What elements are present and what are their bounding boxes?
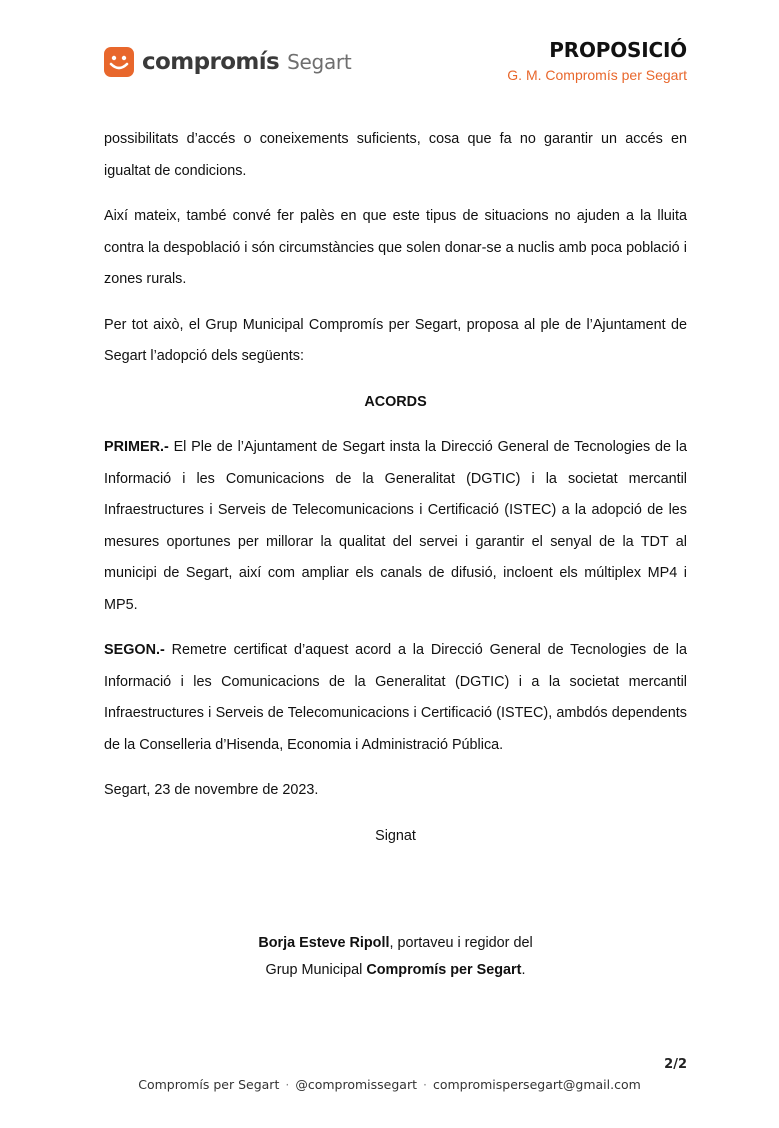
logo-smile-icon bbox=[104, 47, 134, 77]
logo-sub: Segart bbox=[287, 50, 352, 74]
signer-role: , portaveu i regidor del bbox=[389, 935, 533, 951]
signer-name: Borja Esteve Ripoll bbox=[258, 935, 390, 951]
signat-label: Signat bbox=[375, 827, 416, 844]
footer-email[interactable]: compromispersegart@gmail.com bbox=[432, 1077, 641, 1092]
paragraph-3: Per tot això, el Grup Municipal Compromís per Segart, proposa al ple de l’Ajuntament de Segart l’adopció dels següents: bbox=[104, 316, 687, 364]
paragraph-1: possibilitats d’accés o coneixements suficients, cosa que fa no garantir un accés en igualtat de condicions. bbox=[104, 131, 687, 179]
footer-separator: · bbox=[423, 1077, 427, 1092]
segon-label: SEGON.- bbox=[104, 642, 165, 658]
signature-block bbox=[104, 930, 687, 984]
footer bbox=[0, 1077, 779, 1092]
primer-label: PRIMER.- bbox=[104, 439, 169, 455]
paragraph-2: Així mateix, també convé fer palès en que este tipus de situacions no ajuden a la lluita contra la despoblació i són circumstàncies que solen donar-se a nuclis amb poca població i zones rurals. bbox=[104, 208, 687, 287]
group-suffix: . bbox=[521, 962, 526, 978]
page-number: 2/2 bbox=[664, 1057, 687, 1072]
footer-handle[interactable]: @compromissegart bbox=[295, 1077, 417, 1092]
primer-paragraph bbox=[104, 432, 687, 621]
document-body bbox=[104, 124, 687, 866]
primer-text: El Ple de l’Ajuntament de Segart insta la Direcció General de Tecnologies de la Informació i les Comunicacions de la Generalitat (DGTIC) i la societat mercantil Infraestructures i Serveis de Telecomunicacions i Certificació (ISTEC) a la adopció de les mesures oportunes per millorar la qualitat del servei i garantir el senyal de la TDT al municipi de Segart, així com ampliar els canals de difusió, incloent els múltiplex MP4 i MP5. bbox=[104, 439, 687, 613]
logo bbox=[104, 47, 351, 77]
segon-text: Remetre certificat d’aquest acord a la Direcció General de Tecnologies de la Informació i les Comunicacions de la Generalitat (DGTIC) i a la societat mercantil Infraestructures i Serveis de Telecomunicacions i Certificació (ISTEC), ambdós dependents de la Conselleria d’Hisenda, Economia i Administració Pública. bbox=[104, 642, 687, 753]
document-subtitle: G. M. Compromís per Segart bbox=[507, 67, 687, 83]
footer-name: Compromís per Segart bbox=[138, 1077, 280, 1092]
group-name: Compromís per Segart bbox=[366, 962, 522, 978]
footer-separator: · bbox=[285, 1077, 290, 1092]
date-line: Segart, 23 de novembre de 2023. bbox=[104, 782, 319, 798]
document-title: PROPOSICIÓ bbox=[549, 38, 687, 62]
signature-line-1 bbox=[104, 930, 687, 957]
signature-line-2 bbox=[104, 957, 687, 984]
group-prefix: Grup Municipal bbox=[265, 962, 367, 978]
acords-heading: ACORDS bbox=[364, 393, 427, 410]
logo-name: compromís bbox=[142, 49, 280, 75]
segon-paragraph bbox=[104, 635, 687, 761]
